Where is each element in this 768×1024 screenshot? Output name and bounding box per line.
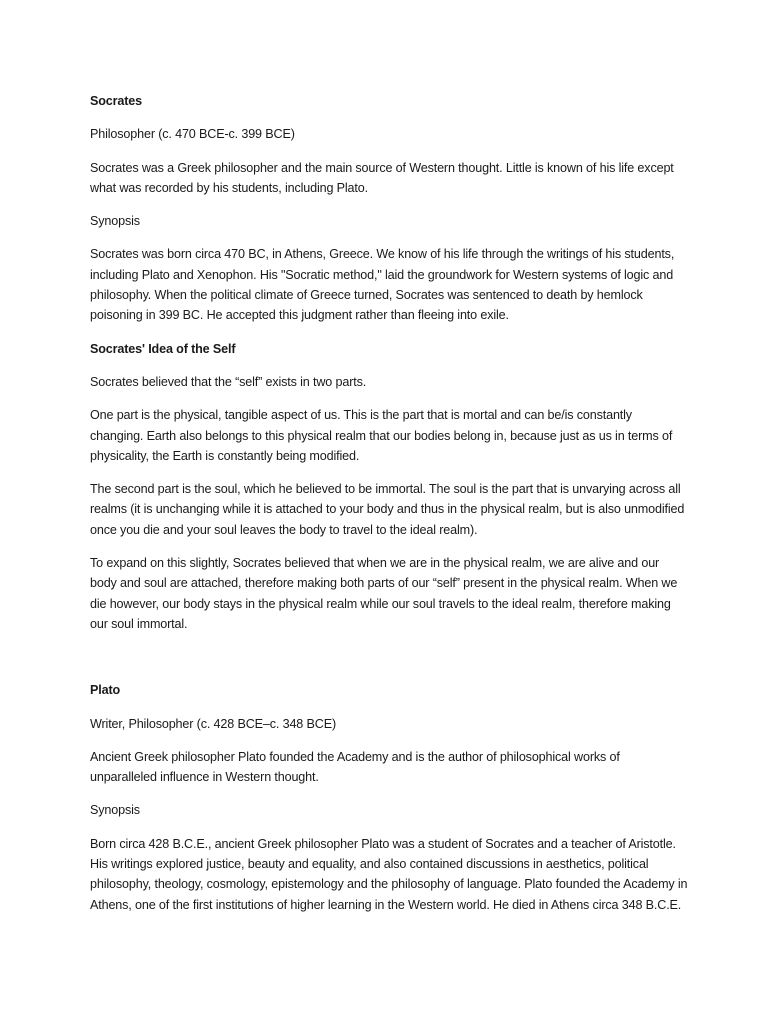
socrates-idea-paragraph: The second part is the soul, which he believed to be immortal. The soul is the part that is unvarying across all realms (it is unchanging while it is attached to your body and thus in the physical realm, but is also unmodified once you die and your soul leaves the body to travel to the ideal realm). (90, 482, 685, 537)
socrates-intro: Socrates was a Greek philosopher and the main source of Western thought. Little is known of his life except what was recorded by his students, including Plato. (90, 160, 674, 195)
socrates-subtitle: Philosopher (c. 470 BCE-c. 399 BCE) (90, 127, 295, 142)
socrates-idea-heading: Socrates' Idea of the Self (90, 341, 236, 356)
plato-synopsis: Born circa 428 B.C.E., ancient Greek philosopher Plato was a student of Socrates and a teacher of Aristotle. His writings explored justice, beauty and equality, and also contained discussions in aesthetics, political philosophy, theology, cosmology, epistemology and the philosophy of language. Plato founded the Academy in Athens, one of the first institutions of higher learning in the Western world. He died in Athens circa 348 B.C.E. (90, 836, 688, 912)
socrates-idea-paragraph: One part is the physical, tangible aspect of us. This is the part that is mortal and can be/is constantly changing. Earth also belongs to this physical realm that our bodies belong in, because just as us in terms of physicality, the Earth is constantly being modified. (90, 408, 673, 463)
plato-subtitle: Writer, Philosopher (c. 428 BCE–c. 348 BCE) (90, 716, 337, 731)
socrates-idea-paragraph: Socrates believed that the “self” exists in two parts. (90, 374, 367, 389)
plato-synopsis-heading: Synopsis (90, 803, 140, 818)
socrates-heading: Socrates (90, 94, 143, 108)
section-spacer (90, 647, 688, 680)
socrates-idea-paragraph: To expand on this slightly, Socrates believed that when we are in the physical realm, we are alive and our body and soul are attached, therefore making both parts of our “self” present in the physical realm. When we die however, our body stays in the physical realm while our soul travels to the ideal realm, therefore making our soul immortal. (90, 556, 678, 631)
plato-heading: Plato (90, 683, 121, 698)
socrates-synopsis-heading: Synopsis (90, 214, 140, 229)
socrates-synopsis: Socrates was born circa 470 BC, in Athens, Greece. We know of his life through the writings of his students, including Plato and Xenophon. His "Socratic method," laid the groundwork for Western systems of logic and philosophy. When the political climate of Greece turned, Socrates was sentenced to death by hemlock poisoning in 399 BC. He accepted this judgment rather than fleeing into exile. (90, 247, 675, 323)
plato-intro: Ancient Greek philosopher Plato founded the Academy and is the author of philosophical works of unparalleled influence in Western thought. (90, 749, 620, 785)
